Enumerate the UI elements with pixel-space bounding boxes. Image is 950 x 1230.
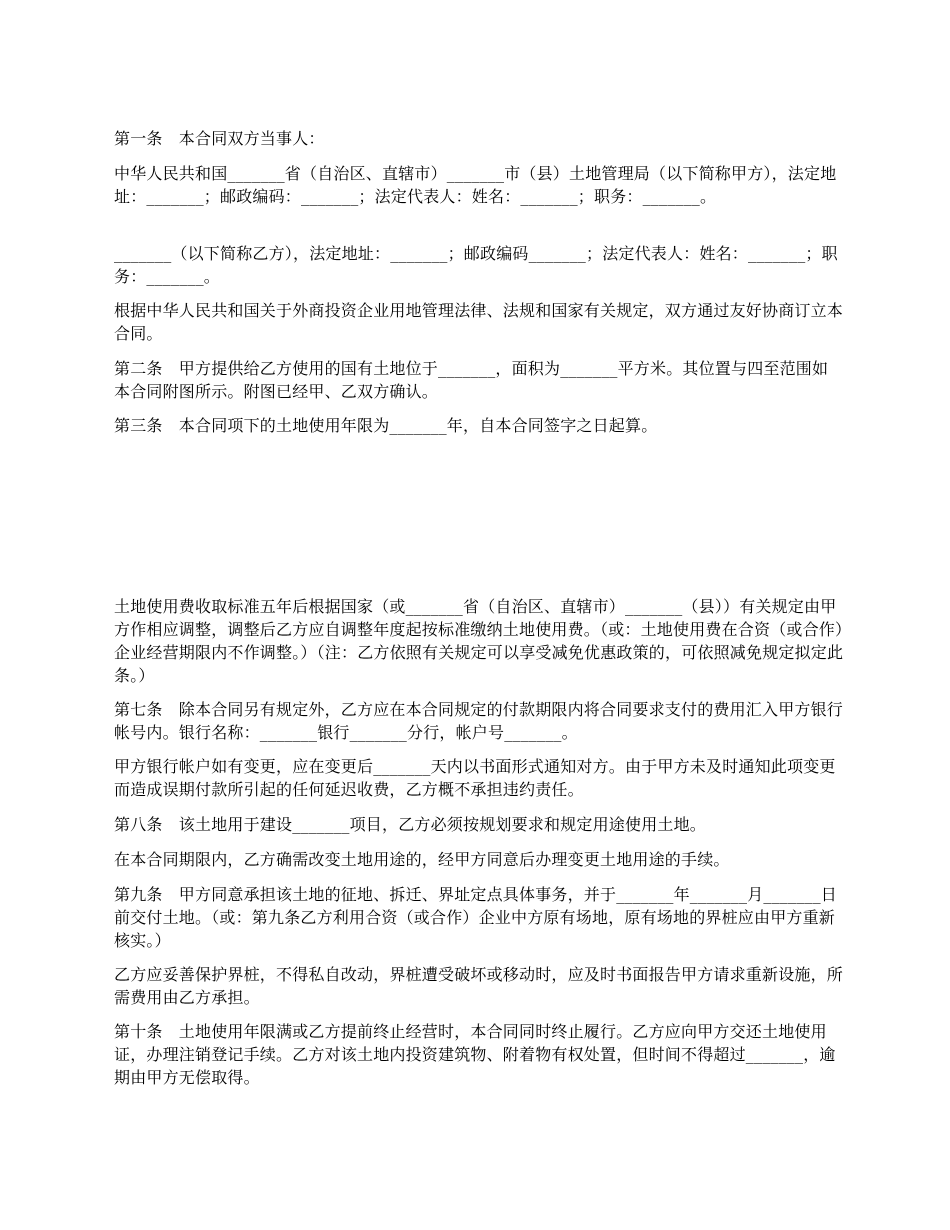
article-9-paragraph: 第九条 甲方同意承担该土地的征地、拆迁、界址定点具体事务，并于_______年_______月_______日前交付土地。（或：第九条乙方利用合资（或合作）企业中方原有场地，原有场地的界桩应由甲方重新核实。） bbox=[114, 885, 838, 950]
basis-paragraph: 根据中华人民共和国关于外商投资企业用地管理法律、法规和国家有关规定，双方通过友好协商订立本合同。 bbox=[114, 301, 844, 343]
party-a-paragraph: 中华人民共和国_______省（自治区、直辖市）_______市（县）土地管理局（以下简称甲方），法定地址：_______；邮政编码：_______；法定代表人：姓名：_______；职务：_______。 bbox=[114, 164, 837, 206]
article-7-paragraph: 第七条 除本合同另有规定外，乙方应在本合同规定的付款期限内将合同要求支付的费用汇入甲方银行帐号内。银行名称：_______银行_______分行，帐户号_______。 bbox=[114, 700, 844, 742]
party-b-paragraph: _______（以下简称乙方），法定地址：_______；邮政编码_______；法定代表人：姓名：_______；职务：_______。 bbox=[114, 244, 838, 286]
boundary-marker-paragraph: 乙方应妥善保护界桩，不得私自改动，界桩遭受破坏或移动时，应及时书面报告甲方请求重新设施，所需费用由乙方承担。 bbox=[114, 965, 844, 1007]
article-3-paragraph: 第三条 本合同项下的土地使用年限为_______年，自本合同签字之日起算。 bbox=[114, 416, 658, 435]
article-2-paragraph: 第二条 甲方提供给乙方使用的国有土地位于_______，面积为_______平方米。其位置与四至范围如本合同附图所示。附图已经甲、乙双方确认。 bbox=[114, 359, 829, 401]
fee-adjustment-paragraph: 土地使用费收取标准五年后根据国家（或_______省（自治区、直辖市）_______（县））有关规定由甲方作相应调整，调整后乙方应自调整年度起按标准缴纳土地使用费。（或：土地使用费在合资（或合作）企业经营期限内不作调整。）（注：乙方依照有关规定可以享受减免优惠政策的，可依照减免规定拟定此条。） bbox=[114, 597, 844, 685]
article-10-paragraph: 第十条 土地使用年限满或乙方提前终止经营时，本合同同时终止履行。乙方应向甲方交还土地使用证，办理注销登记手续。乙方对该土地内投资建筑物、附着物有权处置，但时间不得超过_______，逾期由甲方无偿取得。 bbox=[114, 1022, 836, 1087]
article-8-paragraph: 第八条 该土地用于建设_______项目，乙方必须按规划要求和规定用途使用土地。 bbox=[114, 815, 707, 834]
land-use-change-paragraph: 在本合同期限内，乙方确需改变土地用途的，经甲方同意后办理变更土地用途的手续。 bbox=[114, 850, 730, 869]
article-1-heading: 第一条 本合同双方当事人： bbox=[114, 129, 325, 148]
bank-account-change-paragraph: 甲方银行帐户如有变更，应在变更后_______天内以书面形式通知对方。由于甲方未及时通知此项变更而造成误期付款所引起的任何延迟收费，乙方概不承担违约责任。 bbox=[114, 757, 836, 799]
